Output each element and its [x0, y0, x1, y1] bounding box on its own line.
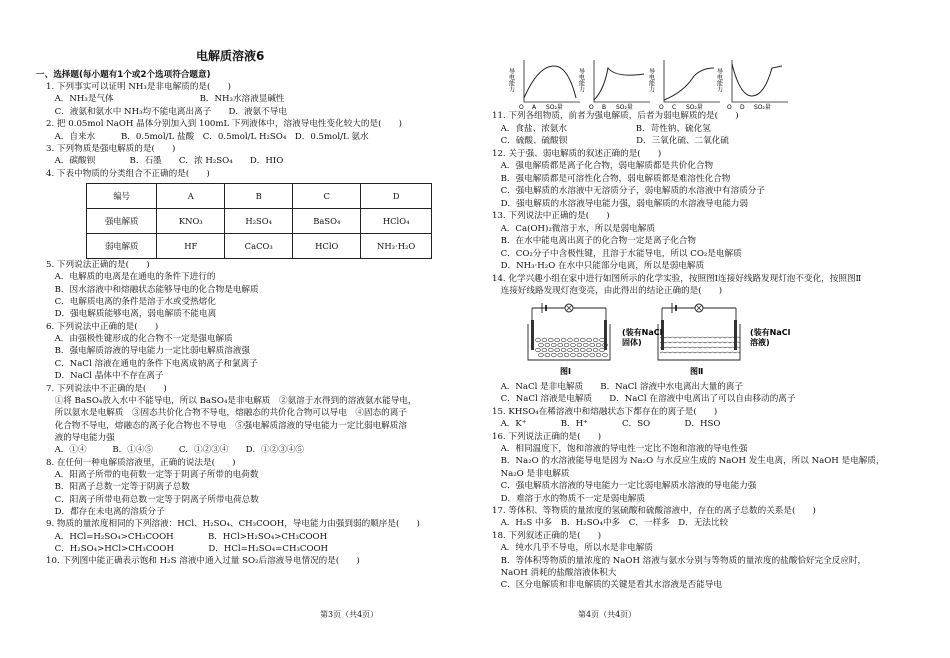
right-line: C．CO₂分子中含极性键，且溶于水能导电，所以 CO₂是电解质	[492, 248, 742, 259]
left-line: 1. 下列事实可以证明 NH₃是非电解质的是( )	[46, 82, 231, 92]
right-line: A．相同温度下，饱和溶液的导电性一定比不饱和溶液的导电性强	[492, 444, 748, 454]
left-line: 2. 把 0.05mol NaOH 晶体分别加入到 100mL 下列液体中，溶液导电性变化较大的是( )	[46, 119, 402, 130]
footer-page-3: 第3页（共4页）	[320, 610, 379, 619]
right-line: C．区分电解质和非电解质的关键是看其水溶液是否能导电	[492, 580, 723, 591]
graph-xlabel: SO₂量	[754, 104, 771, 111]
graph-origin: O	[519, 104, 524, 111]
right-line: A．K⁺ B．H⁺ C．SO D．HSO	[492, 419, 721, 430]
left-line: C．NaCl 溶液在通电的条件下电离成钠离子和氯离子	[46, 358, 258, 369]
left-line: 5. 下列说法正确的是( )	[46, 260, 150, 270]
table-row	[87, 209, 432, 234]
table-row	[87, 234, 432, 259]
right-line: B．强电解质都是可溶性化合物，弱电解质都是难溶性化合物	[492, 173, 731, 184]
table-cell: A	[157, 184, 225, 209]
table-cell: B	[225, 184, 293, 209]
label-figure-1-content: (装有NaCl	[622, 328, 663, 337]
right-line: 17. 等体积、等物质的量浓度的氢硫酸和硫酸溶液中，存在的离子总数的关系是( )	[492, 506, 816, 516]
left-line: C．H₂SO₄>HCl>CH₃COOH D．HCl=H₂SO₄=CH₃COOH	[46, 544, 329, 555]
graph-label: D	[740, 104, 745, 111]
left-line: ①将 BaSO₄放入水中不能导电，所以 BaSO₄是非电解质 ②氨溶于水得到的溶液氨水能导电，	[46, 395, 417, 406]
table-cell: 强电解质	[87, 209, 157, 234]
table-row	[87, 184, 432, 209]
table-cell: NH₃·H₂O	[361, 234, 432, 259]
left-line: 9. 物质的量浓度相同的下列溶液：HCl、H₂SO₄、CH₃COOH，导电能力由强到弱的顺序是( )	[46, 519, 420, 530]
graph-ylabel: 导电能力	[577, 68, 585, 92]
graph-label: B	[602, 104, 607, 111]
section-heading: 一、选择题(每小题有1个或2个选项符合题意)	[36, 70, 211, 80]
right-line: Na₂O 是非电解质	[492, 468, 570, 479]
left-line: A．①④ B．①④⑤ C．①②③④ D．①②③④⑤	[46, 445, 305, 456]
table-cell: 弱电解质	[87, 234, 157, 259]
figure-2-apparatus	[658, 303, 740, 360]
conductivity-curve	[594, 68, 644, 100]
table-cell: CaCO₃	[225, 234, 293, 259]
left-line: A．碳酸钡 B．石墨 C．浓 H₂SO₄ D．HIO	[46, 156, 284, 167]
right-line: A．NaCl 是非电解质 B．NaCl 溶液中水电离出大量的离子	[492, 382, 743, 392]
graph-label: C	[672, 104, 677, 111]
conductivity-curve	[732, 64, 782, 96]
left-line: B．强电解质溶液的导电能力一定比弱电解质溶液强	[46, 346, 250, 357]
graph-ylabel: 导电能力	[715, 68, 723, 92]
left-line: B．因水溶液中和熔融状态能够导电的化合物是电解质	[46, 284, 259, 295]
graph-B	[578, 60, 651, 111]
right-line: C．NaCl 溶液是电解质 D．NaCl 在溶液中电离出了可以自由移动的离子	[492, 394, 796, 405]
left-line: A．由强极性键形成的化合物不一定是强电解质	[46, 334, 233, 345]
left-line: C．阳离子所带电荷总数一定等于阴离子所带电荷总数	[46, 494, 259, 505]
graph-label: A	[532, 104, 537, 111]
svg-text:固体): 固体)	[622, 338, 642, 347]
graph-A	[508, 60, 581, 111]
right-line: 15. KHSO₄在稀溶液中和熔融状态下都存在的离子是( )	[492, 406, 718, 417]
right-line: A．Ca(OH)₂微溶于水，所以是弱电解质	[492, 223, 655, 234]
right-line: A．强电解质都是离子化合物，弱电解质都是共价化合物	[492, 161, 714, 171]
graph-ylabel: 导电能力	[507, 68, 515, 92]
right-line: C．强电解质的水溶液中无溶质分子，弱电解质的水溶液中有溶质分子	[492, 186, 765, 196]
table-cell: H₂SO₄	[225, 209, 293, 234]
left-line: A．电解质的电离是在通电的条件下进行的	[46, 272, 216, 283]
left-line: B．阳离子总数一定等于阴离子总数	[46, 482, 190, 493]
experiment-figure	[522, 300, 791, 380]
table-cell: D	[361, 184, 432, 209]
graph-xlabel: SO₂量	[686, 104, 703, 111]
left-line: 液的导电能力强	[46, 432, 115, 443]
left-line: A．NH₃是气体 B．NH₃水溶液显碱性	[46, 94, 285, 105]
left-line: C．电解质电离的条件是溶于水或受热熔化	[46, 297, 216, 308]
right-line: D．难溶于水的物质不一定是弱电解质	[492, 493, 645, 504]
left-line: 4. 下表中物质的分类组合不正确的是( )	[46, 168, 210, 179]
left-line: D．NaCl 晶体中不存在离子	[46, 371, 164, 382]
left-line: 8. 在任何一种电解质溶液里，正确的说法是( )	[46, 457, 236, 468]
right-line: D．强电解质的水溶液导电能力强，弱电解质的水溶液导电能力弱	[492, 198, 749, 209]
graph-origin: O	[727, 104, 732, 111]
label-figure-2-content: (装有NaCl	[750, 328, 791, 337]
right-line: A．食盐、浓氨水 B．苛性钠、硫化氢	[492, 123, 711, 134]
page-title: 电解质溶液6	[196, 49, 265, 63]
left-line: A．阳离子所带的电荷数一定等于阴离子所带的电荷数	[46, 469, 259, 480]
left-line: 7. 下列说法中不正确的是( )	[46, 383, 167, 394]
right-line: 14. 化学兴趣小组在家中进行如图所示的化学实验，按照图Ⅰ连接好线路发现灯泡不变化，按照图Ⅱ	[492, 273, 862, 284]
left-line: A．自来水 B．0.5mol/L 盐酸 C．0.5mol/L H₂SO₄ D．0.5mol/L 氨水	[46, 131, 369, 142]
right-line: 连接好线路发现灯泡变亮，由此得出的结论正确的是( )	[492, 286, 723, 296]
right-line: C．强电解质水溶液的导电能力一定比弱电解质水溶液的导电能力强	[492, 481, 757, 492]
right-line: B．等体积等物质的量浓度的 NaOH 溶液与氨水分别与等物质的量浓度的盐酸恰好完全反应时，	[492, 555, 867, 566]
left-line: A．HCl=H₂SO₄>CH₃COOH B．HCl>H₂SO₄>CH₃COOH	[46, 531, 328, 542]
graph-ylabel: 导电能力	[647, 68, 655, 92]
graph-C	[648, 60, 721, 111]
conductivity-curve	[664, 68, 714, 100]
table-cell: KNO₃	[157, 209, 225, 234]
right-line: B．Na₂O 的水溶液能导电是因为 Na₂O 与水反应生成的 NaOH 发生电离，所以 NaOH 是电解质，	[492, 456, 885, 467]
table-cell: 编号	[87, 184, 157, 209]
table-cell: C	[293, 184, 361, 209]
table-cell: BaSO₄	[293, 209, 361, 234]
right-line: 12. 关于强、弱电解质的叙述正确的是( )	[492, 148, 662, 159]
figure-1-caption: 图Ⅰ	[560, 367, 571, 376]
left-line: 6. 下列说法中正确的是( )	[46, 321, 159, 332]
figure-1-apparatus	[528, 303, 610, 360]
right-line: D．NH₃·H₂O 在水中只能部分电离，所以是弱电解质	[492, 261, 705, 271]
right-line: NaOH 消耗的盐酸溶液体积大	[492, 568, 617, 578]
right-line: 11. 下列各组物质，前者为强电解质，后者为弱电解质的是( )	[492, 111, 739, 121]
right-line: A．纯水几乎不导电，所以水是非电解质	[492, 543, 653, 554]
graph-D	[716, 60, 789, 111]
left-line: D．强电解质能够电离，弱电解质不能电离	[46, 309, 217, 320]
conductivity-curve	[524, 66, 576, 98]
left-line: D．都存在未电离的溶质分子	[46, 507, 165, 517]
table-cell: HF	[157, 234, 225, 259]
right-line: A．H₂S 中多 B．H₂SO₄中多 C．一样多 D．无法比较	[492, 518, 729, 529]
left-line: 化合物不导电，熔融态的离子化合物也不导电 ⑤强电解质溶液的导电能力一定比弱电解质溶	[46, 420, 407, 431]
graph-origin: O	[589, 104, 594, 111]
left-line: 10. 下列图中能正确表示饱和 H₂S 溶液中通入过量 SO₂后溶液导电情况的是( )	[46, 556, 360, 567]
left-line: C．液氨和氨水中 NH₃均不能电离出离子 D．液氨不导电	[46, 106, 287, 117]
figure-2-caption: 图Ⅱ	[690, 367, 704, 376]
graph-xlabel: SO₂量	[546, 104, 563, 111]
table-cell: HClO	[293, 234, 361, 259]
table-cell: HClO₄	[361, 209, 432, 234]
graph-xlabel: SO₂量	[616, 104, 633, 111]
conductivity-graphs	[507, 58, 780, 111]
right-line: 16. 下列说法正确的是( )	[492, 431, 602, 442]
right-line: 18. 下列叙述正确的是( )	[492, 530, 602, 541]
left-line: 所以氨水是电解质 ③固态共价化合物不导电，熔融态的共价化合物可以导电 ④固态的离子	[46, 408, 407, 419]
right-line: B．在水中能电离出离子的化合物一定是离子化合物	[492, 236, 696, 246]
svg-text:溶液): 溶液)	[750, 338, 770, 347]
footer-page-4: 第4页（共4页）	[578, 610, 637, 619]
right-line: C．硫酸、硫酸钡 D．三氧化硫、二氧化硫	[492, 136, 729, 146]
graph-origin: O	[659, 104, 664, 111]
left-line: 3. 下列物质是强电解质的是( )	[46, 144, 176, 154]
classification-table	[86, 183, 432, 259]
right-line: 13. 下列说法中正确的是( )	[492, 211, 610, 221]
